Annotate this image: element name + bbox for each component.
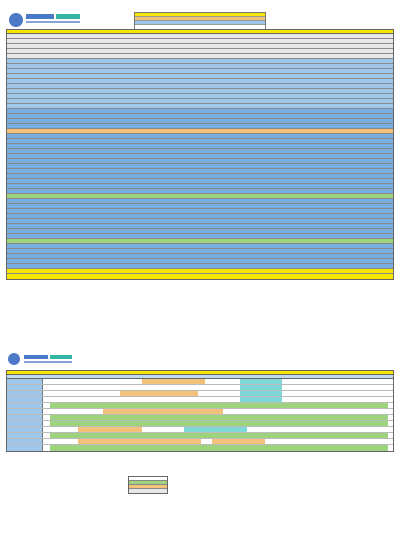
timeline-block <box>240 391 282 396</box>
timeline-block <box>50 433 388 438</box>
timeline-block <box>240 397 282 402</box>
schedule-table <box>6 29 394 280</box>
timeline-row-label <box>7 445 43 451</box>
timeline-row-label <box>7 403 43 408</box>
timeline-block <box>50 415 388 420</box>
timeline-block <box>240 385 282 390</box>
legend-row <box>129 489 167 493</box>
timeline-block <box>120 391 197 396</box>
timeline-row-label <box>7 421 43 426</box>
bottom-legend <box>128 476 168 494</box>
timeline-block <box>78 427 141 432</box>
timeline-row-label <box>7 397 43 402</box>
timeline-row-label <box>7 427 43 432</box>
timeline-block <box>50 421 388 426</box>
timeline-block <box>50 403 388 408</box>
timeline-block <box>142 379 205 384</box>
timeline-row-label <box>7 385 43 390</box>
timeline-row <box>7 445 393 451</box>
timeline-block <box>50 445 388 451</box>
timeline-row-label <box>7 391 43 396</box>
timeline-block <box>184 427 247 432</box>
timeline-block <box>78 439 201 444</box>
table-row <box>7 274 393 279</box>
timeline-table <box>6 370 394 452</box>
timeline-row-label <box>7 409 43 414</box>
timeline-row-label <box>7 433 43 438</box>
top-legend <box>134 12 266 30</box>
timeline-row-label <box>7 439 43 444</box>
timeline-block <box>103 409 223 414</box>
timeline-row-label <box>7 379 43 384</box>
logo-secondary <box>6 352 92 366</box>
logo <box>6 10 92 30</box>
timeline-row-label <box>7 415 43 420</box>
timeline-block <box>240 379 282 384</box>
timeline-block <box>212 439 265 444</box>
